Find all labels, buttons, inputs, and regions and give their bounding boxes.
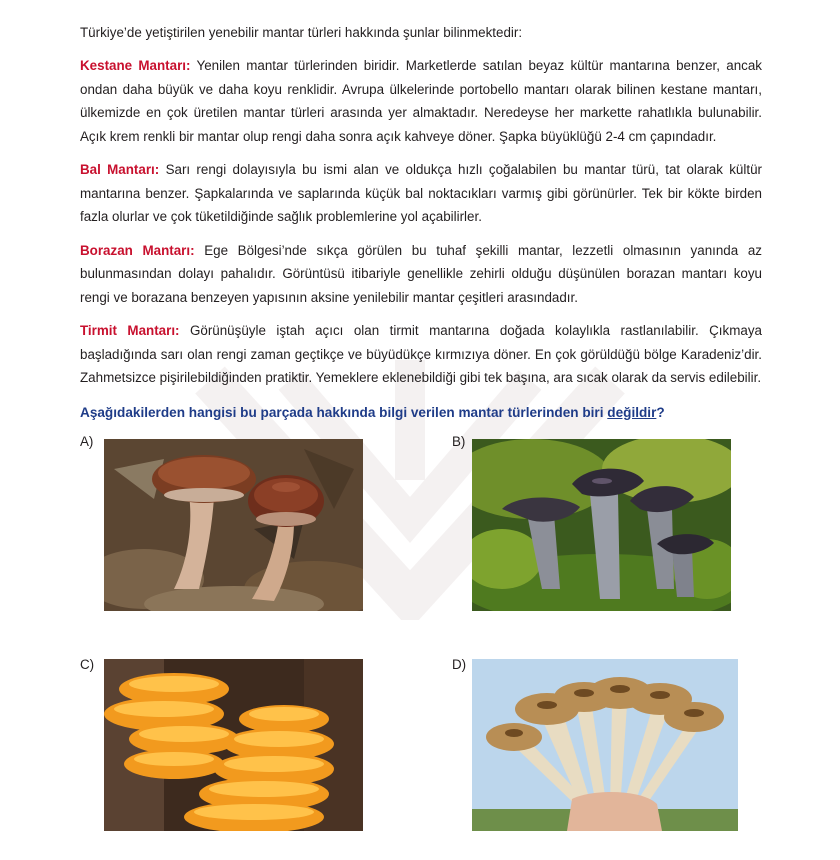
question-mark: ? [656,404,665,420]
option-c-photo[interactable] [104,659,363,831]
option-a-photo[interactable] [104,439,363,611]
intro-text: Türkiye’de yetiştirilen yenebilir mantar türleri hakkında şunlar bilinmektedir: [80,25,523,40]
option-d-photo[interactable] [472,659,738,831]
term-kestane: Kestane Mantarı: [80,58,191,73]
paragraph-borazan [80,239,762,310]
option-a-label[interactable]: A) [80,434,94,449]
question-negation: değildir [607,404,657,420]
text-bal: Sarı rengi dolayısıyla bu ismi alan ve oldukça hızlı çoğalabilen bu mantar türü, tat olarak kültür mantarına benzer. Şapkalarında ve saplarında küçük bal noktacıkları varmış gibi görünürler. Tek bir kökte birden fazla olurlar ve çok tüketildiğinde sağlık problemlerine yol açabilirler. [80,162,762,224]
paragraph-tirmit [80,319,762,390]
term-tirmit: Tirmit Mantarı: [80,323,180,338]
paragraph-bal [80,158,762,229]
mushroom-photo-b [472,439,731,611]
text-borazan: Ege Bölgesi’nde sıkça görülen bu tuhaf şekilli mantar, lezzetli olmasının yanında az bulunmasından dolayı pahalıdır. Görüntüsü itibariyle genellikle zehirli olduğu düşünülen borazan mantarı koyu rengi ve borazana benzeyen yapısının aksine yenilebilir mantar çeşitleri arasındadır. [80,242,762,305]
term-borazan: Borazan Mantarı: [80,242,195,258]
term-bal: Bal Mantarı: [80,162,160,177]
question-stem [80,402,762,424]
option-b-label[interactable]: B) [452,434,466,449]
paragraph-kestane [80,54,762,148]
mushroom-photo-a [104,439,363,611]
option-b-photo[interactable] [472,439,731,611]
option-d-label[interactable]: D) [452,657,467,672]
text-tirmit: Görünüşüyle iştah açıcı olan tirmit mantarına doğada kolaylıkla rastlanılabilir. Çıkmaya başladığında sarı olan rengi zaman geçtikçe ve büyüdükçe kırmızıya döner. En çok görüldüğü bölge Karadeniz’dir. Zahmetsizce pişirilebildiğinden pratiktir. Yemeklere eklenebildiği gibi tek başına, ara sıcak olarak da servis edilebilir. [80,323,762,385]
text-kestane: Yenilen mantar türlerinden biridir. Marketlerde satılan beyaz kültür mantarına benzer, ancak ondan daha büyük ve daha koyu renklidir. Avrupa ülkelerinde portobello mantarı olarak bilinen kestane mantarı, ülkemizde en çok üretilen mantar türleri arasında yer almaktadır. Neredeyse her markette rahatlıkla bulunabilir. Açık krem renkli bir mantar olup rengi daha sonra açık kahveye döner. Şapka büyüklüğü 2-4 cm çapındadır. [80,58,763,144]
question-page [80,22,762,424]
option-c-label[interactable]: C) [80,657,95,672]
question-text: Aşağıdakilerden hangisi bu parçada hakkında bilgi verilen mantar türlerinden biri [80,404,608,420]
mushroom-photo-d [472,659,738,831]
mushroom-photo-c [104,659,363,831]
